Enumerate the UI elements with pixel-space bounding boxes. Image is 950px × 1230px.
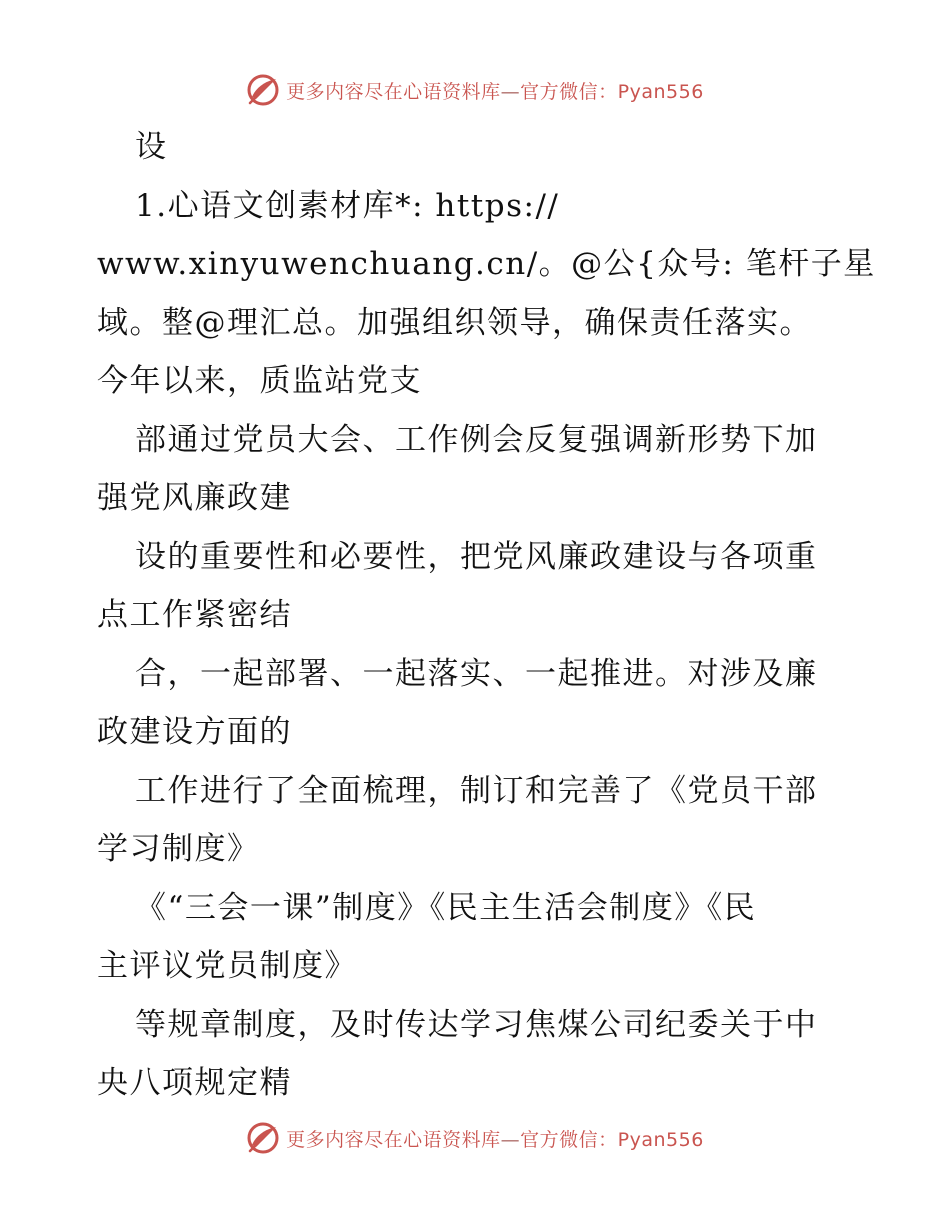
body-line: 今年以来，质监站党支 [97, 363, 422, 399]
watermark-wechat-text: 官方微信：Pyan556 [520, 80, 704, 103]
watermark-site-text: 更多内容尽在心语资料库 [286, 80, 501, 103]
body-line: 央八项规定精 [97, 1065, 292, 1101]
watermark-brand [246, 73, 704, 107]
pen-logo-icon [246, 1121, 280, 1155]
page-header-watermark [0, 70, 950, 110]
body-line: 强党风廉政建 [97, 480, 292, 516]
body-line: 合，一起部署、一起落实、一起推进。对涉及廉 [135, 655, 818, 692]
pen-logo-icon [246, 73, 280, 107]
body-line: 点工作紧密结 [97, 597, 292, 633]
body-line: 等规章制度，及时传达学习焦煤公司纪委关于中 [135, 1006, 818, 1043]
watermark-brand [246, 1121, 704, 1155]
body-line: 主评议党员制度》 [97, 948, 357, 984]
body-line: 设的重要性和必要性，把党风廉政建设与各项重 [135, 538, 818, 575]
body-line: 工作进行了全面梳理，制订和完善了《党员干部 [135, 772, 818, 809]
body-line: 1.心语文创素材库*: https:// [135, 187, 560, 224]
body-line: www.xinyuwenchuang.cn/。@公{众号: 笔杆子星 [97, 246, 876, 282]
document-body [97, 118, 876, 1113]
body-line: 学习制度》 [97, 831, 260, 867]
watermark-separator: — [500, 1128, 521, 1151]
body-line: 政建设方面的 [97, 714, 292, 750]
watermark-separator: — [500, 80, 521, 103]
body-line: 部通过党员大会、工作例会反复强调新形势下加 [135, 421, 818, 458]
body-line: 《“三会一课”制度》《民主生活会制度》《民 [135, 889, 757, 926]
page-footer-watermark [0, 1118, 950, 1158]
watermark-wechat-text: 官方微信：Pyan556 [520, 1128, 704, 1151]
watermark-site-text: 更多内容尽在心语资料库 [286, 1128, 501, 1151]
body-line: 域。整@理汇总。加强组织领导，确保责任落实。 [97, 304, 812, 341]
body-line: 设 [135, 129, 168, 165]
